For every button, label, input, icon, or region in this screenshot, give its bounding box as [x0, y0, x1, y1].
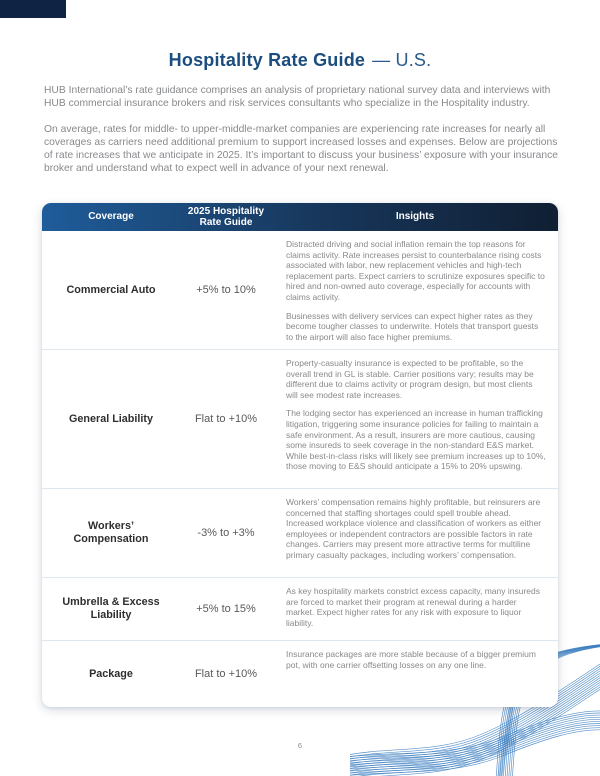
corner-accent-bar	[0, 0, 66, 18]
column-header-insights: Insights	[395, 211, 435, 223]
rate-value: Flat to +10%	[194, 668, 258, 680]
insights-cell	[272, 489, 558, 577]
page-title-main: Hospitality Rate Guide	[168, 50, 366, 70]
rate-guide-table	[42, 203, 558, 707]
table-row-general-liability	[42, 350, 558, 489]
coverage-name: General Liability	[68, 412, 153, 425]
rate-table-header-row	[42, 203, 558, 231]
column-header-rate-guide: 2025 Hospitality Rate Guide	[187, 205, 265, 228]
table-row-commercial-auto	[42, 231, 558, 350]
page-title-region: — U.S.	[372, 50, 432, 70]
rate-value: Flat to +10%	[194, 413, 258, 425]
table-row-workers-compensation	[42, 489, 558, 578]
intro-paragraph-1: HUB International’s rate guidance comprises an analysis of proprietary national survey data and interviews with HUB commercial insurance brokers and risk services consultants who specialize in the Hospitality industry.	[44, 85, 551, 109]
insights-cell	[272, 350, 558, 488]
rate-value: +5% to 10%	[196, 284, 256, 296]
page-title	[0, 50, 600, 71]
insights-cell	[272, 641, 558, 707]
page-number: 6	[297, 741, 303, 750]
intro-paragraph-2: On average, rates for middle- to upper-middle-market companies are experiencing rate increases for nearly all coverages as carriers need additional premium to support increased losses and expenses. Below are projections of rate increases that we anticipate in 2025. It’s important to discuss your business’ exposure with your insurance broker and understand what to expect well in advance of your next renewal.	[44, 124, 558, 174]
insight-paragraph: Businesses with delivery services can expect higher rates as they become tougher classes to underwrite. Hotels that transport guests to the airport will also face higher premiums.	[286, 310, 539, 342]
insight-paragraph: The lodging sector has experienced an increase in human trafficking litigation, triggering some insurance policies for failing to maintain a safe environment. As a result, insurers are more cautious, causing some insureds to seek coverage in the non-standard E&S market. While best-in-class risks will likely see premium increases up to 10%, those moving to E&S should anticipate a 15% to 20% upswing.	[286, 408, 546, 472]
insights-cell	[272, 231, 558, 349]
insight-paragraph: Workers’ compensation remains highly profitable, but reinsurers are concerned that staffing shortages could spell trouble ahead. Increased workplace violence and classification of workers as either employees or independent contractors are possible factors in rate changes. Carriers may present more attractive terms for multiline primary casualty packages, including workers’ compensation.	[286, 497, 542, 560]
table-row-umbrella-excess-liability	[42, 578, 558, 641]
table-row-package	[42, 641, 558, 707]
coverage-name: Commercial Auto	[66, 283, 156, 296]
insight-paragraph: As key hospitality markets constrict excess capacity, many insureds are forced to market their program at renewal during a harder market. Expect higher rates for any risk with exposure to liquor liability.	[286, 586, 540, 628]
insight-paragraph: Insurance packages are more stable because of a bigger premium pot, with one carrier offsetting losses on any one line.	[286, 649, 536, 670]
intro-section	[44, 84, 558, 188]
rate-value: -3% to +3%	[197, 527, 255, 539]
rate-value: +5% to 15%	[196, 603, 256, 615]
coverage-name: Package	[89, 667, 133, 680]
insight-paragraph: Property-casualty insurance is expected to be profitable, so the overall trend in GL is stable. Carrier positions vary; results may be different due to claims activity or program design, but most clients will see modest rate increases.	[286, 358, 534, 400]
insight-paragraph: Distracted driving and social inflation remain the top reasons for claims activity. Rate increases persist to counterbalance rising costs associated with labor, new replacement vehicles and high-tech replacement parts. Expect carriers to scrutinize exposures specific to hired and non-owned auto coverage, especially for accounts with claims activity.	[286, 239, 545, 302]
coverage-name: Umbrella & Excess Liability	[62, 596, 160, 621]
insights-cell	[272, 578, 558, 640]
coverage-name: Workers’ Compensation	[73, 520, 149, 545]
column-header-coverage: Coverage	[88, 211, 134, 223]
